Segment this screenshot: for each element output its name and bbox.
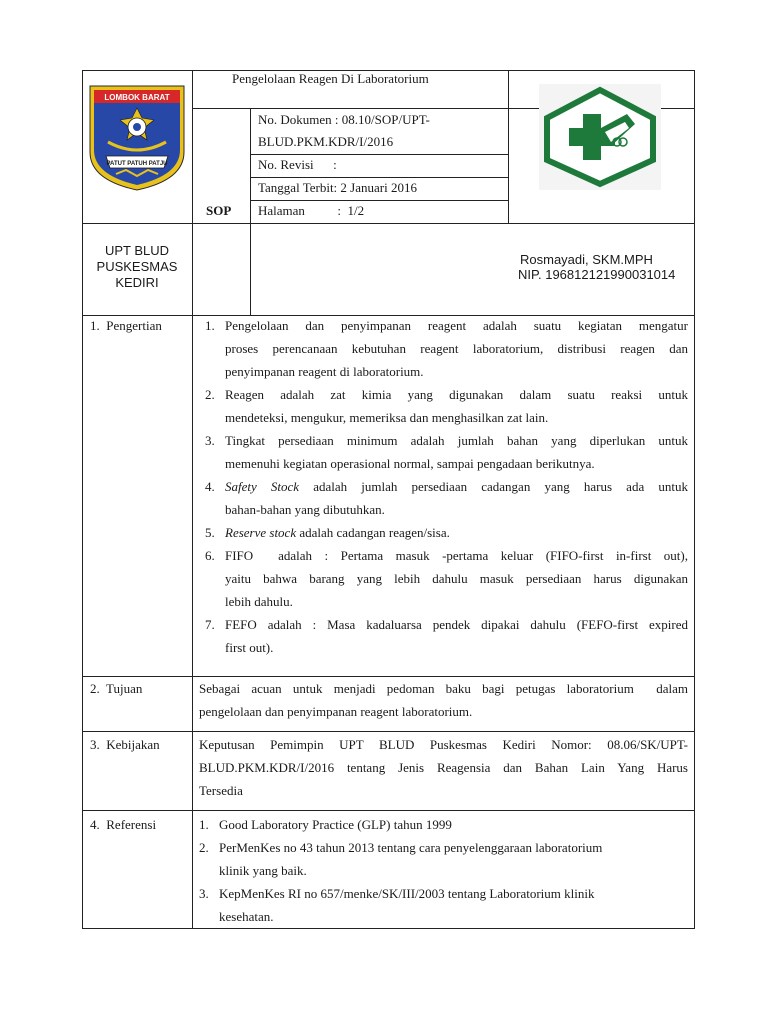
- item-line: klinik yang baik.: [219, 863, 307, 878]
- item-line: adalah jumlah persediaan cadangan yang harus ada untuk: [299, 479, 688, 494]
- section-label-pengertian: 1. Pengertian: [90, 318, 162, 333]
- item-number: 4.: [205, 479, 215, 494]
- kebijakan-text: [199, 733, 688, 802]
- org-name-line3: KEDIRI: [115, 275, 159, 290]
- revisi-number: No. Revisi :: [258, 157, 337, 172]
- lombok-barat-crest-logo: [86, 82, 188, 192]
- section2-bottom: [82, 731, 695, 732]
- tujuan-text: [199, 677, 688, 723]
- referensi-list: [199, 813, 688, 928]
- item-line: lebih dahulu.: [225, 594, 293, 609]
- item-line: FEFO adalah : Masa kadaluarsa pendek dipakai dahulu (FEFO-first expired: [225, 617, 688, 632]
- item-line: mendeteksi, mengukur, memeriksa dan menghasilkan zat lain.: [225, 410, 549, 425]
- header-col3-divider: [508, 70, 509, 223]
- item-line: PerMenKes no 43 tahun 2013 tentang cara penyelenggaraan laboratorium: [219, 840, 603, 855]
- header-upper-bottom: [82, 223, 695, 224]
- item-number: 5.: [205, 525, 215, 540]
- list-item: [199, 813, 688, 836]
- doc-number-line2: BLUD.PKM.KDR/I/2016: [258, 134, 394, 149]
- list-item: [205, 613, 688, 659]
- item-number: 2.: [205, 387, 215, 402]
- doc-row-bottom: [250, 154, 508, 155]
- item-number: 1.: [205, 318, 215, 333]
- paragraph-line: Keputusan Pemimpin UPT BLUD Puskesmas Kediri Nomor: 08.06/SK/UPT-: [199, 737, 688, 752]
- item-line: Tingkat persediaan minimum adalah jumlah bahan yang diperlukan untuk: [225, 433, 688, 448]
- item-number: 6.: [205, 548, 215, 563]
- table-bottom-border: [82, 928, 695, 929]
- item-number: 2.: [199, 840, 209, 855]
- item-line: first out).: [225, 640, 274, 655]
- item-number: 3.: [199, 886, 209, 901]
- item-line: KepMenKes RI no 657/menke/SK/III/2003 tentang Laboratorium klinik: [219, 886, 595, 901]
- section3-bottom: [82, 810, 695, 811]
- list-item: [205, 475, 688, 521]
- item-number: 1.: [199, 817, 209, 832]
- paragraph-line: BLUD.PKM.KDR/I/2016 tentang Jenis Reagensia dan Bahan Lain Yang Harus: [199, 760, 688, 775]
- org-name-line1: UPT BLUD: [104, 243, 170, 258]
- tanggal-row-bottom: [250, 200, 508, 201]
- table-right-border: [694, 70, 695, 928]
- org-name-line2: PUSKESMAS: [96, 259, 178, 274]
- table-left-border: [82, 70, 83, 928]
- revisi-row-bottom: [250, 177, 508, 178]
- list-item: [199, 836, 688, 882]
- signer-nip: NIP. 196812121990031014: [518, 267, 676, 282]
- list-item: [205, 521, 688, 544]
- item-number: 3.: [205, 433, 215, 448]
- item-line: Reagen adalah zat kimia yang digunakan dalam suatu reaksi untuk: [225, 387, 688, 402]
- item-line: adalah cadangan reagen/sisa.: [296, 525, 450, 540]
- item-line: memenuhi kegiatan operasional normal, sampai pengadaan berikutnya.: [225, 456, 595, 471]
- sop-title: Pengelolaan Reagen Di Laboratorium: [232, 71, 429, 86]
- sop-label: SOP: [206, 203, 232, 218]
- doc-number-line1: No. Dokumen : 08.10/SOP/UPT-: [258, 112, 430, 127]
- item-line: bahan-bahan yang dibutuhkan.: [225, 502, 385, 517]
- item-line: Pengelolaan dan penyimpanan reagent adalah suatu kegiatan mengatur: [225, 318, 688, 333]
- list-item: [205, 383, 688, 429]
- paragraph-line: Sebagai acuan untuk menjadi pedoman baku bagi petugas laboratorium dalam: [199, 681, 688, 696]
- pengertian-list: [205, 314, 688, 659]
- section-label-kebijakan: 3. Kebijakan: [90, 737, 160, 752]
- section-label-referensi: 4. Referensi: [90, 817, 157, 832]
- italic-term: Reserve stock: [225, 525, 297, 540]
- halaman: Halaman : 1/2: [258, 203, 365, 218]
- header-col2-divider: [250, 108, 251, 315]
- item-line: penyimpanan reagent di laboratorium.: [225, 364, 424, 379]
- item-number: 7.: [205, 617, 215, 632]
- item-line: kesehatan.: [219, 909, 274, 924]
- list-item: [199, 882, 688, 928]
- list-item: [205, 314, 688, 383]
- item-line: Good Laboratory Practice (GLP) tahun 1999: [219, 817, 452, 832]
- list-item: [205, 429, 688, 475]
- item-line: FIFO adalah : Pertama masuk -pertama keluar (FIFO-first in-first out),: [225, 548, 688, 563]
- header-col1-divider: [192, 70, 193, 928]
- puskesmas-logo: [539, 84, 661, 190]
- paragraph-line: pengelolaan dan penyimpanan reagent laboratorium.: [199, 704, 473, 719]
- list-item: [205, 544, 688, 613]
- section-label-tujuan: 2. Tujuan: [90, 681, 143, 696]
- italic-term: Safety Stock: [225, 479, 300, 494]
- crest-bottom-text: PATUT PATUH PATJU: [106, 161, 168, 167]
- tanggal-terbit: Tanggal Terbit: 2 Januari 2016: [258, 180, 417, 195]
- paragraph-line: Tersedia: [199, 783, 243, 798]
- crest-top-text: LOMBOK BARAT: [104, 93, 170, 102]
- signer-name: Rosmayadi, SKM.MPH: [520, 252, 653, 267]
- item-line: proses perencanaan kebutuhan reagent laboratorium, distribusi reagen dan: [225, 341, 688, 356]
- item-line: yaitu bahwa barang yang lebih dahulu masuk persediaan harus digunakan: [225, 571, 688, 586]
